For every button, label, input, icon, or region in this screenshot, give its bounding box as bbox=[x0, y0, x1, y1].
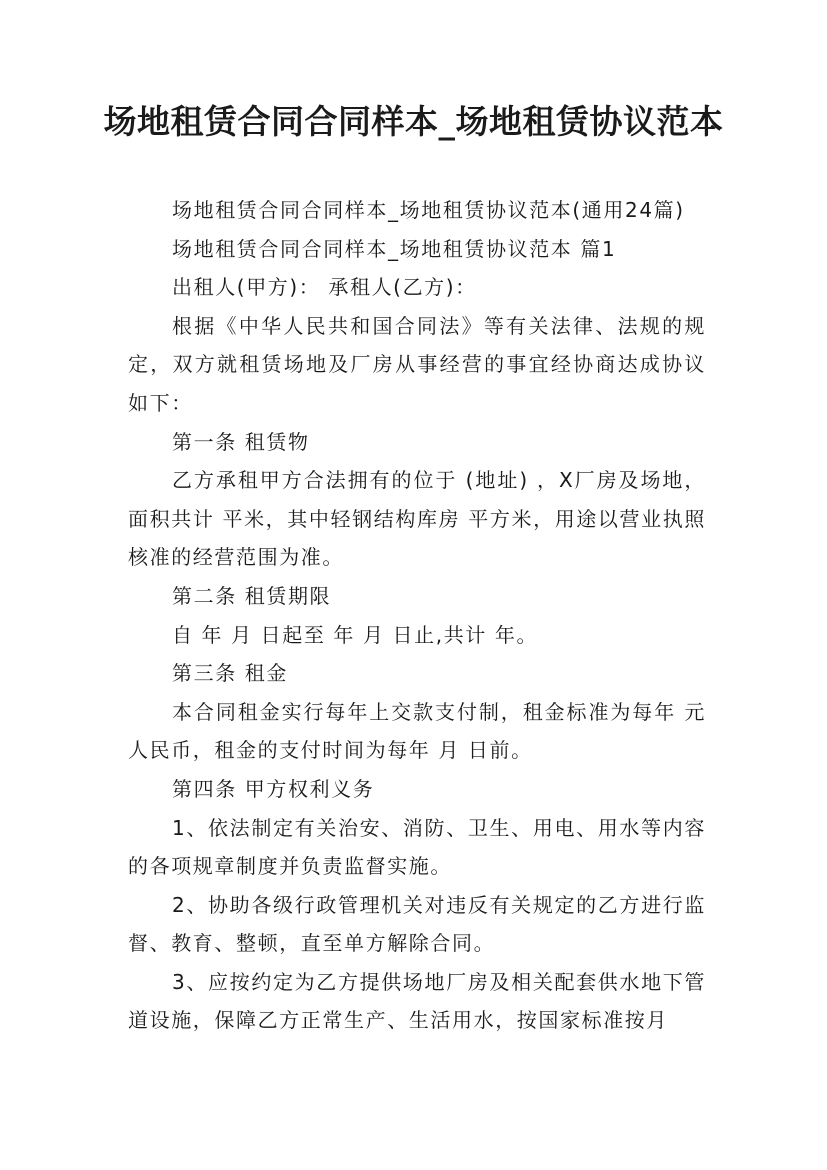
article-1-heading: 第一条 租赁物 bbox=[172, 429, 310, 454]
article-2-heading: 第二条 租赁期限 bbox=[172, 583, 332, 608]
article-4-heading: 第四条 甲方权利义务 bbox=[172, 776, 375, 801]
article-4-item-1: 1、依法制定有关治安、消防、卫生、用电、用水等内容的各项规章制度并负责监督实施。 bbox=[128, 815, 706, 879]
article-4-item-3: 3、应按约定为乙方提供场地厂房及相关配套供水地下管道设施，保障乙方正常生产、生活用水，按国家标准按月 bbox=[128, 969, 706, 1033]
paragraph-section-heading: 场地租赁合同合同样本_场地租赁协议范本 篇1 bbox=[172, 236, 617, 261]
article-1-text: 乙方承租甲方合法拥有的位于 (地址) ，X厂房及场地，面积共计 平米，其中轻钢结构库房 平方米，用途以营业执照核准的经营范围为准。 bbox=[128, 468, 706, 570]
document-body bbox=[128, 191, 706, 1040]
article-3-text: 本合同租金实行每年上交款支付制，租金标准为每年 元人民币，租金的支付时间为每年 月 日前。 bbox=[128, 699, 706, 763]
document-title: 场地租赁合同合同样本_场地租赁协议范本 bbox=[103, 102, 724, 141]
article-2-text: 自 年 月 日起至 年 月 日止,共计 年。 bbox=[172, 622, 539, 647]
paragraph-parties: 出租人(甲方)： 承租人(乙方)： bbox=[172, 275, 477, 300]
article-4-item-2: 2、协助各级行政管理机关对违反有关规定的乙方进行监督、教育、整顿，直至单方解除合同。 bbox=[128, 892, 706, 956]
article-3-heading: 第三条 租金 bbox=[172, 661, 288, 686]
paragraph-subtitle: 场地租赁合同合同样本_场地租赁协议范本(通用24篇) bbox=[172, 198, 685, 222]
paragraph-preamble: 根据《中华人民共和国合同法》等有关法律、法规的规定，双方就租赁场地及厂房从事经营的事宜经协商达成协议如下： bbox=[128, 313, 706, 415]
